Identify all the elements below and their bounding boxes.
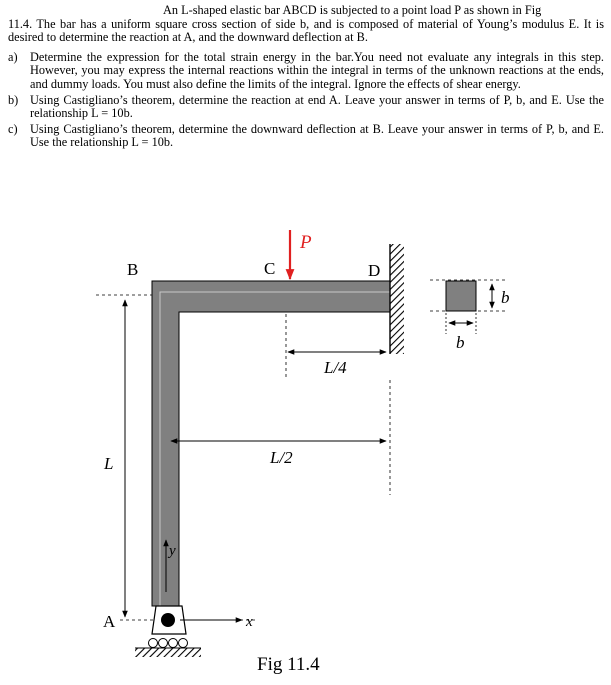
pin-support-a bbox=[135, 606, 201, 657]
question-text: Determine the expression for the total strain energy in the bar.You need not evaluate any integrals in this step. However, you may express the internal reactions within the integral in terms of the unknown reactions at the ends, and dummy loads. You must also define the limits of the integral. Ignore the effects of shear energy. bbox=[30, 49, 604, 91]
l-shaped-bar bbox=[152, 281, 390, 606]
wall-support bbox=[390, 244, 404, 354]
intro-line-2: 11.4. The bar has a uniform square cross section of side b, and is composed of material of Young’s modulus E. It is desired to determine the reaction at A, and the downward deflection at B. bbox=[8, 16, 604, 45]
question-label: a) bbox=[8, 49, 18, 64]
dim-half-label: L/2 bbox=[270, 448, 293, 467]
cross-section-square bbox=[446, 281, 476, 311]
dim-quarter-label: L/4 bbox=[324, 358, 347, 377]
question-label: c) bbox=[8, 121, 18, 136]
question-text: Using Castigliano’s theorem, determine the downward deflection at B. Leave your answer in terms of P, b, and E. Use the relationship L = 10b. bbox=[30, 121, 604, 150]
question-text: Using Castigliano’s theorem, determine the reaction at end A. Leave your answer in terms of P, b, and E. Use the relationship L = 10b. bbox=[30, 92, 604, 121]
point-d-label: D bbox=[368, 261, 381, 280]
section-side-label: b bbox=[501, 288, 510, 307]
question-label: b) bbox=[8, 92, 19, 107]
load-label: P bbox=[300, 232, 312, 253]
axis-y-label: y bbox=[169, 543, 176, 559]
point-a-label: A bbox=[103, 612, 116, 631]
figure-caption: Fig 11.4 bbox=[257, 654, 320, 675]
dim-length-label: L bbox=[104, 454, 114, 473]
section-width-label: b bbox=[456, 333, 465, 352]
point-b-label: B bbox=[127, 260, 139, 279]
point-c-label: C bbox=[264, 259, 276, 278]
axis-x-label: x bbox=[246, 614, 253, 630]
intro-line-1: An L-shaped elastic bar ABCD is subjected to a point load P as shown in Fig bbox=[163, 3, 542, 17]
